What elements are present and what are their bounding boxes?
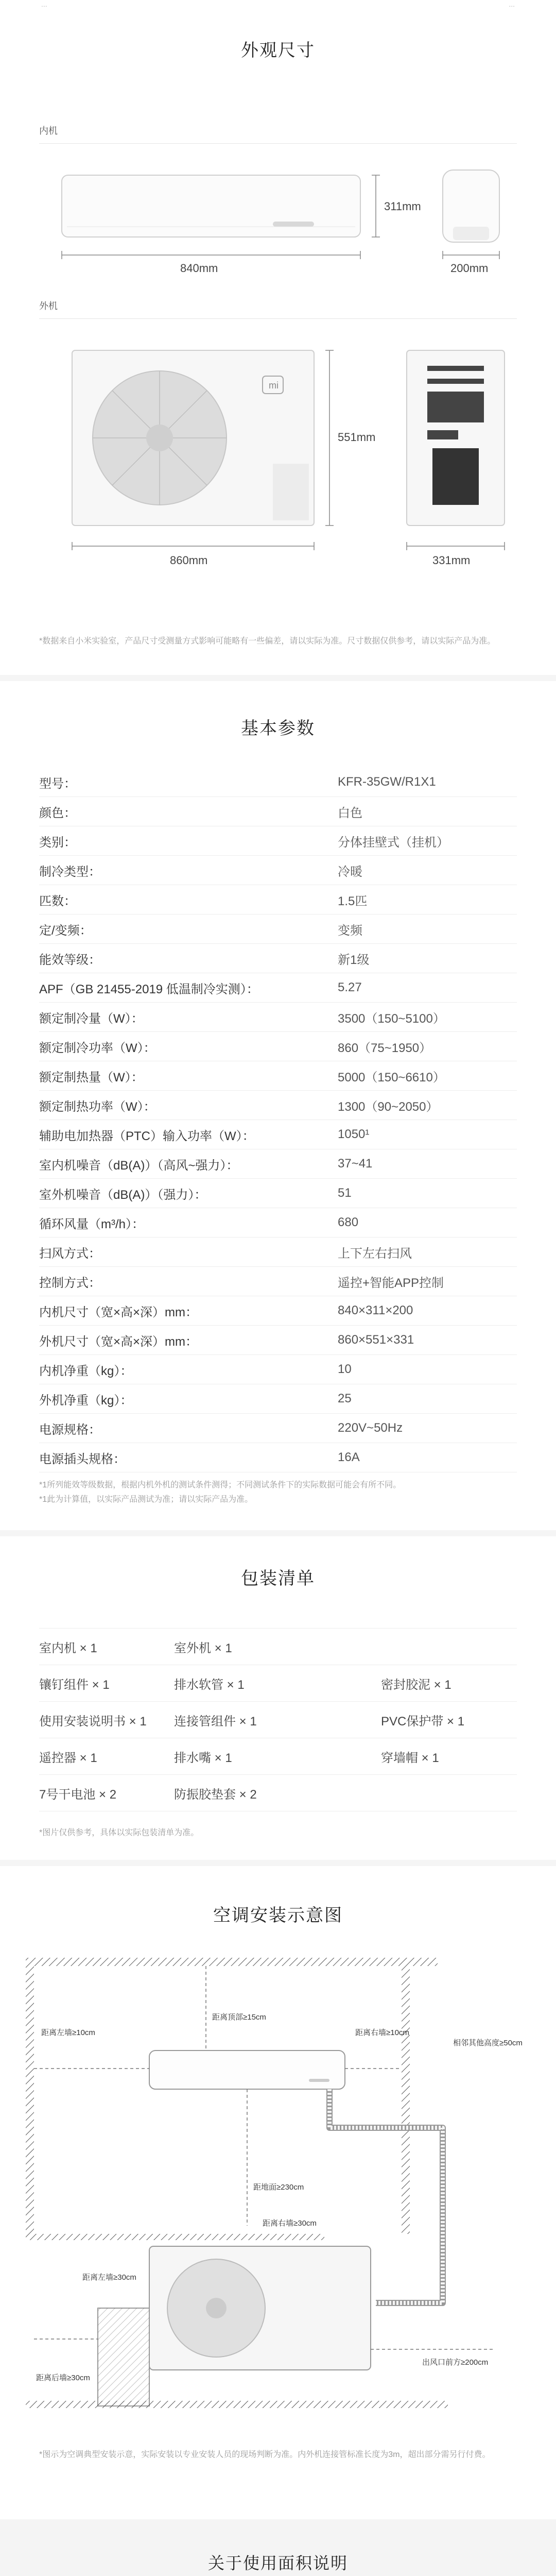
- label-left-space: 距离左墙≥10cm: [41, 2028, 95, 2037]
- install-note: *图示为空调典型安装示意，实际安装以专业安装人员的现场判断为准。内外机连接管标准长度为3m，超出部分需另行付费。: [39, 2450, 491, 2459]
- spec-row: [39, 1238, 517, 1267]
- packing-item: 穿墙帽 × 1: [381, 1751, 439, 1765]
- spec-value: KFR-35GW/R1X1: [338, 775, 436, 789]
- spec-value: 白色: [338, 806, 362, 820]
- spec-row: [39, 1091, 517, 1120]
- label-right-space: 距离右墙≥10cm: [355, 2028, 409, 2037]
- outdoor-unit-diagram: [31, 330, 525, 618]
- outdoor-depth: 331mm: [432, 554, 471, 567]
- appearance-title: 外观尺寸: [241, 41, 315, 60]
- packing-item: 排水嘴 × 1: [174, 1751, 232, 1765]
- spec-row: [39, 973, 517, 1003]
- spec-table: [39, 768, 517, 1472]
- spec-row: [39, 1296, 517, 1326]
- outdoor-width: 860mm: [170, 554, 208, 567]
- spec-label: 电源规格：: [39, 1422, 101, 1437]
- indoor-depth: 200mm: [450, 262, 489, 273]
- indoor-label: 内机: [39, 126, 58, 136]
- packing-item: 密封胶泥 × 1: [381, 1677, 451, 1692]
- spec-label: 额定制热量（W）：: [39, 1070, 144, 1084]
- spec-value: 25: [338, 1392, 352, 1405]
- install-diagram: [21, 1958, 535, 2432]
- spec-label: 类别：: [39, 835, 76, 850]
- spec-row: [39, 1003, 517, 1032]
- spec-label: 制冷类型：: [39, 865, 101, 879]
- spec-value: 860×551×331: [338, 1333, 414, 1347]
- area-title: 关于使用面积说明: [207, 2554, 348, 2572]
- label-outdoor-front: 出风口前方≥200cm: [422, 2358, 489, 2367]
- spec-label: 内机净重（kg）：: [39, 1364, 133, 1378]
- spec-label: 辅助电加热器（PTC）输入功率（W）：: [39, 1129, 255, 1143]
- appearance-note: *数据来自小米实验室，产品尺寸受测量方式影响可能略有一些偏差，请以实际为准。尺寸数据仅供参考，请以实际产品为准。: [39, 637, 496, 646]
- top-stub: [0, 0, 556, 10]
- spec-label: 控制方式：: [39, 1276, 101, 1290]
- packing-item: 室内机 × 1: [39, 1641, 97, 1655]
- spec-row: [39, 1179, 517, 1208]
- spec-label: 室外机噪音（dB(A)）（强力）：: [39, 1188, 207, 1202]
- packing-item: PVC保护带 × 1: [381, 1714, 465, 1728]
- section-divider: [0, 1530, 556, 1536]
- outdoor-label: 外机: [39, 301, 58, 311]
- packing-item: 连接管组件 × 1: [174, 1714, 257, 1728]
- packing-item: 防振胶垫套 × 2: [174, 1787, 257, 1802]
- spec-label: 颜色：: [39, 806, 76, 820]
- spec-value: 5.27: [338, 980, 362, 994]
- outdoor-height: 551mm: [338, 431, 376, 444]
- spec-value: 10: [338, 1362, 352, 1376]
- spec-row: [39, 944, 517, 973]
- packing-row: [39, 1629, 517, 1665]
- outdoor-brand: mi: [269, 380, 279, 391]
- packing-item: 7号干电池 × 2: [39, 1787, 117, 1802]
- packing-row: [39, 1775, 517, 1811]
- spec-row: [39, 1384, 517, 1414]
- spec-row: [39, 885, 517, 914]
- spec-value: 860（75~1950）: [338, 1041, 432, 1055]
- label-floor-height: 距地面≥230cm: [253, 2183, 304, 2192]
- spec-label: 内机尺寸（宽×高×深）mm：: [39, 1305, 198, 1319]
- indoor-height: 311mm: [384, 200, 421, 213]
- spec-row: [39, 914, 517, 944]
- spec-label: 能效等级：: [39, 953, 101, 967]
- spec-value: 3500（150~5100）: [338, 1011, 445, 1026]
- spec-label: 扫风方式：: [39, 1246, 101, 1261]
- indoor-unit-front: [62, 175, 360, 237]
- spec-row: [39, 1326, 517, 1355]
- spec-label: 匹数：: [39, 894, 76, 908]
- spec-value: 新1级: [338, 953, 370, 967]
- indoor-unit-diagram: [31, 149, 525, 273]
- spec-value: 37~41: [338, 1157, 373, 1171]
- specs-title: 基本参数: [241, 719, 315, 738]
- section-divider: [0, 1860, 556, 1866]
- spec-row: [39, 1061, 517, 1091]
- packing-item: 镶钉组件 × 1: [39, 1677, 110, 1692]
- spec-value: 1.5匹: [338, 894, 368, 908]
- packing-note: *图片仅供参考，具体以实际包装清单为准。: [39, 1828, 199, 1837]
- indoor-width: 840mm: [180, 262, 218, 273]
- spec-row: [39, 1032, 517, 1061]
- spec-label: 定/变频：: [39, 923, 92, 938]
- spec-row: [39, 1149, 517, 1179]
- spec-row: [39, 1443, 517, 1472]
- specs-note2: *1此为计算值，以实际产品测试为准；请以实际产品为准。: [39, 1495, 253, 1504]
- spec-label: APF（GB 21455-2019 低温制冷实测）：: [39, 982, 259, 996]
- spec-label: 电源插头规格：: [39, 1452, 126, 1466]
- spec-label: 循环风量（m³/h）：: [39, 1217, 144, 1231]
- spec-value: 51: [338, 1186, 352, 1200]
- spec-value: 5000（150~6610）: [338, 1070, 445, 1084]
- spec-label: 额定制冷功率（W）：: [39, 1041, 156, 1055]
- spec-label: 外机净重（kg）：: [39, 1393, 133, 1408]
- packing-row: [39, 1665, 517, 1702]
- spec-label: 室内机噪音（dB(A)）（高风~强力）：: [39, 1158, 239, 1173]
- section-divider: [0, 675, 556, 681]
- spec-row: [39, 1120, 517, 1149]
- spec-row: [39, 1355, 517, 1384]
- specs-note1: *1所列能效等级数据，根据内机外机的测试条件测得；不同测试条件下的实际数据可能会有所不同。: [39, 1481, 402, 1489]
- indoor-rule: [39, 143, 517, 144]
- install-indoor-unit: [149, 2050, 345, 2089]
- install-title: 空调安装示意图: [213, 1906, 343, 1925]
- packing-item: 遥控器 × 1: [39, 1751, 97, 1765]
- outdoor-rule: [39, 318, 517, 319]
- spec-value: 变频: [338, 923, 362, 938]
- packing-item: 室外机 × 1: [174, 1641, 232, 1655]
- packing-title: 包装清单: [241, 1569, 315, 1588]
- spec-value: 分体挂壁式（挂机）: [338, 835, 449, 850]
- label-outdoor-back: 距离后墙≥30cm: [36, 2374, 90, 2382]
- spec-row: [39, 1414, 517, 1443]
- spec-label: 额定制热功率（W）：: [39, 1099, 156, 1114]
- label-outdoor-right: 距离右墙≥30cm: [263, 2219, 317, 2228]
- spec-value: 1300（90~2050）: [338, 1099, 439, 1114]
- packing-item: 使用安装说明书 × 1: [39, 1714, 147, 1728]
- spec-row: [39, 1267, 517, 1296]
- spec-value: 680: [338, 1215, 359, 1229]
- spec-row: [39, 1208, 517, 1238]
- label-top-space: 距离顶部≥15cm: [212, 2013, 266, 2022]
- spec-row: [39, 768, 517, 797]
- packing-table: [39, 1628, 517, 1811]
- spec-value: 16A: [338, 1450, 360, 1464]
- top-stub-left: ...: [41, 0, 47, 8]
- label-pipe-space: 相邻其他高度≥50cm: [453, 2039, 523, 2047]
- spec-label: 型号：: [39, 776, 76, 791]
- top-stub-right: ...: [509, 0, 515, 8]
- spec-row: [39, 826, 517, 856]
- packing-row: [39, 1702, 517, 1738]
- spec-value: 遥控+智能APP控制: [338, 1276, 444, 1290]
- spec-value: 1050¹: [338, 1127, 370, 1141]
- spec-value: 冷暖: [338, 865, 362, 879]
- spec-value: 上下左右扫风: [338, 1246, 412, 1261]
- spec-row: [39, 856, 517, 885]
- label-outdoor-left: 距离左墙≥30cm: [82, 2273, 136, 2282]
- packing-item: 排水软管 × 1: [174, 1677, 245, 1692]
- packing-row: [39, 1738, 517, 1775]
- spec-label: 额定制冷量（W）：: [39, 1011, 144, 1026]
- spec-value: 220V~50Hz: [338, 1421, 403, 1435]
- spec-value: 840×311×200: [338, 1303, 413, 1317]
- spec-label: 外机尺寸（宽×高×深）mm：: [39, 1334, 198, 1349]
- spec-row: [39, 797, 517, 826]
